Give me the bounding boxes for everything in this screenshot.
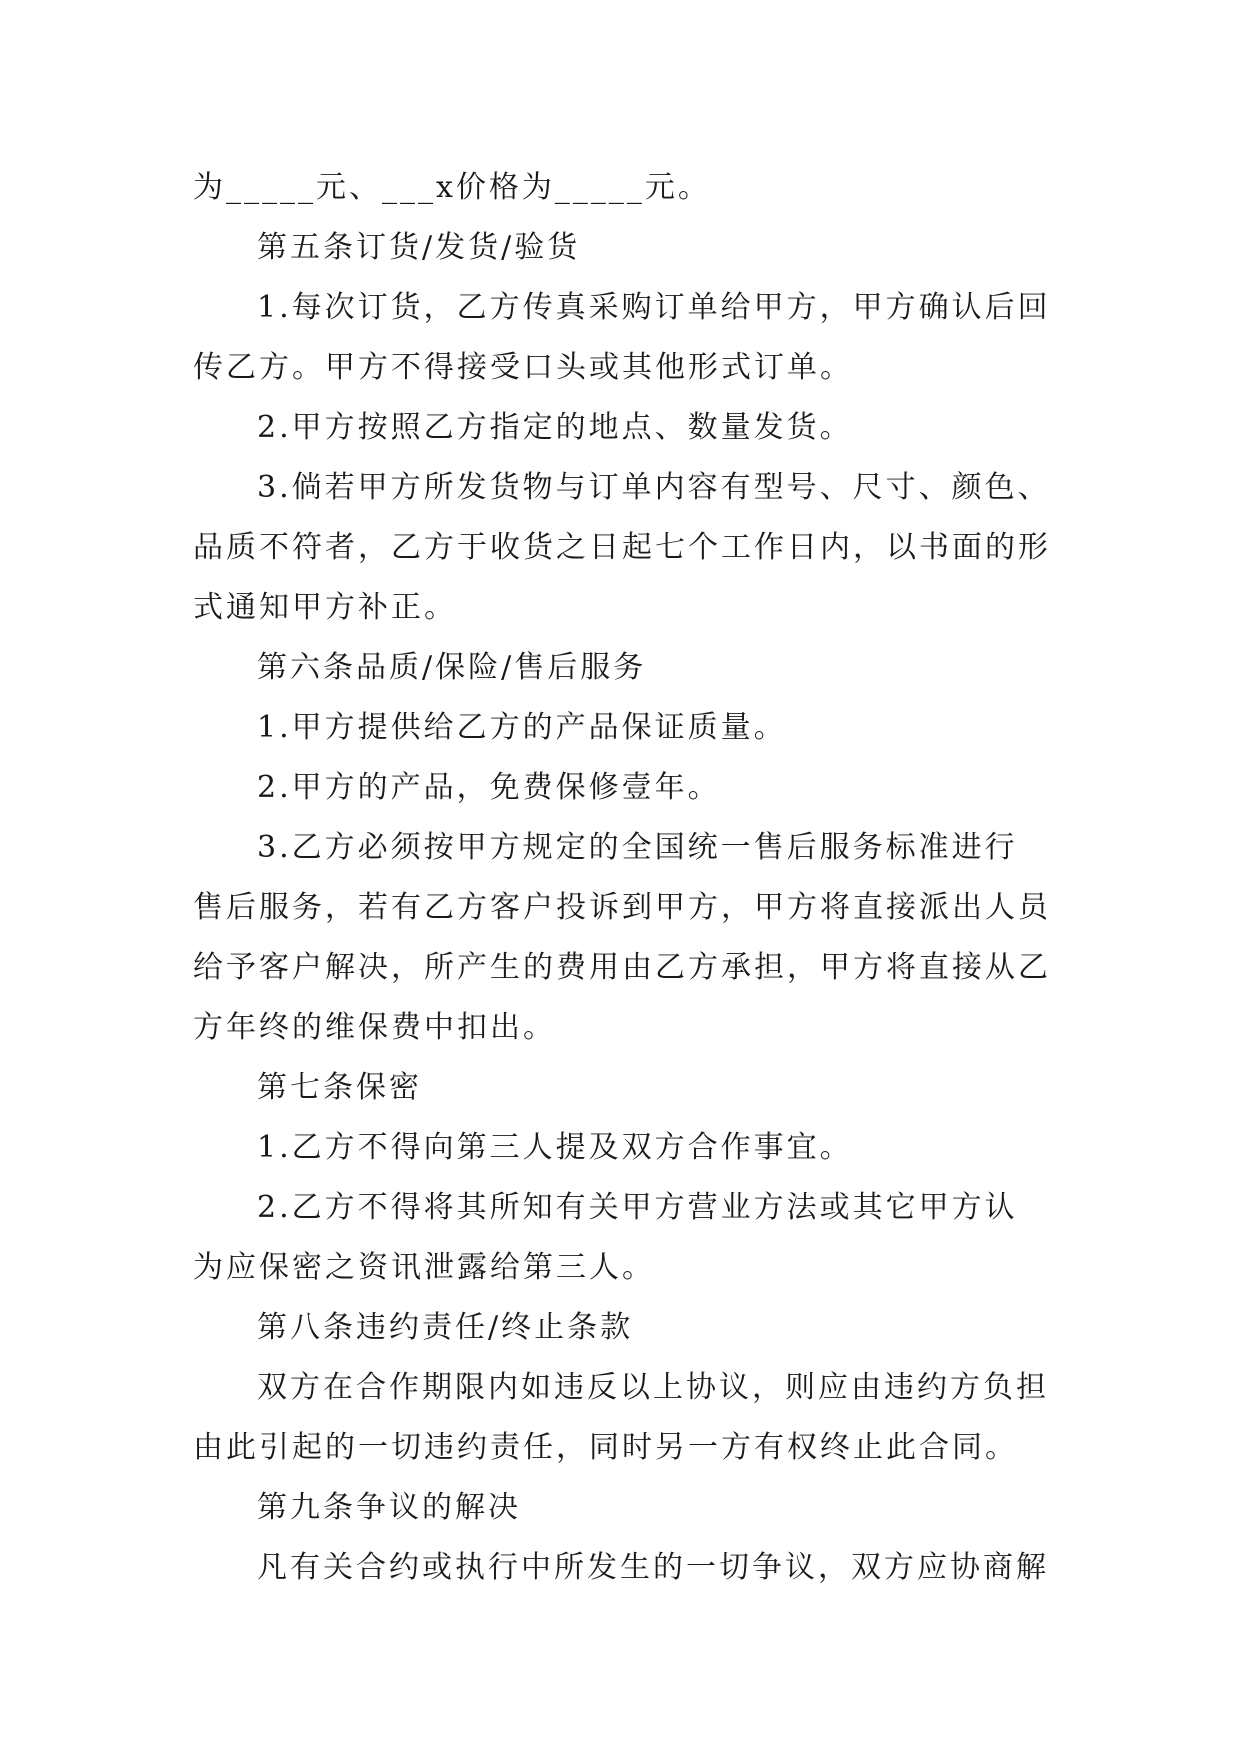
text-line: 2.甲方按照乙方指定的地点、数量发货。 — [257, 410, 853, 445]
text-line: 品质不符者，乙方于收货之日起七个工作日内，以书面的形 — [193, 530, 1051, 565]
section-heading: 第六条品质/保险/售后服务 — [257, 650, 647, 685]
text-line: 传乙方。甲方不得接受口头或其他形式订单。 — [193, 350, 853, 385]
text-line: 方年终的维保费中扣出。 — [193, 1010, 556, 1045]
text-line: 为应保密之资讯泄露给第三人。 — [193, 1250, 655, 1285]
text-line: 由此引起的一切违约责任，同时另一方有权终止此合同。 — [193, 1430, 1018, 1465]
text-line: 凡有关合约或执行中所发生的一切争议，双方应协商解 — [257, 1550, 1049, 1585]
text-line: 2.甲方的产品，免费保修壹年。 — [257, 770, 721, 805]
text-line: 2.乙方不得将其所知有关甲方营业方法或其它甲方认 — [257, 1190, 1018, 1225]
document-body — [193, 158, 1073, 1598]
section-heading: 第五条订货/发货/验货 — [257, 230, 581, 265]
text-line: 售后服务，若有乙方客户投诉到甲方，甲方将直接派出人员 — [193, 890, 1051, 925]
section-heading: 第八条违约责任/终止条款 — [257, 1310, 634, 1345]
text-line: 3.倘若甲方所发货物与订单内容有型号、尺寸、颜色、 — [257, 470, 1051, 505]
text-line: 1.甲方提供给乙方的产品保证质量。 — [257, 710, 787, 745]
section-heading: 第七条保密 — [257, 1070, 422, 1105]
section-heading: 第九条争议的解决 — [257, 1490, 521, 1525]
text-line: 给予客户解决，所产生的费用由乙方承担，甲方将直接从乙 — [193, 950, 1051, 985]
text-line: 1.每次订货，乙方传真采购订单给甲方，甲方确认后回 — [257, 290, 1051, 325]
text-line: 1.乙方不得向第三人提及双方合作事宜。 — [257, 1130, 853, 1165]
text-line: 3.乙方必须按甲方规定的全国统一售后服务标准进行 — [257, 830, 1018, 865]
text-line: 为_____元、___x价格为_____元。 — [193, 170, 711, 205]
text-line: 双方在合作期限内如违反以上协议，则应由违约方负担 — [257, 1370, 1049, 1405]
text-line: 式通知甲方补正。 — [193, 590, 457, 625]
